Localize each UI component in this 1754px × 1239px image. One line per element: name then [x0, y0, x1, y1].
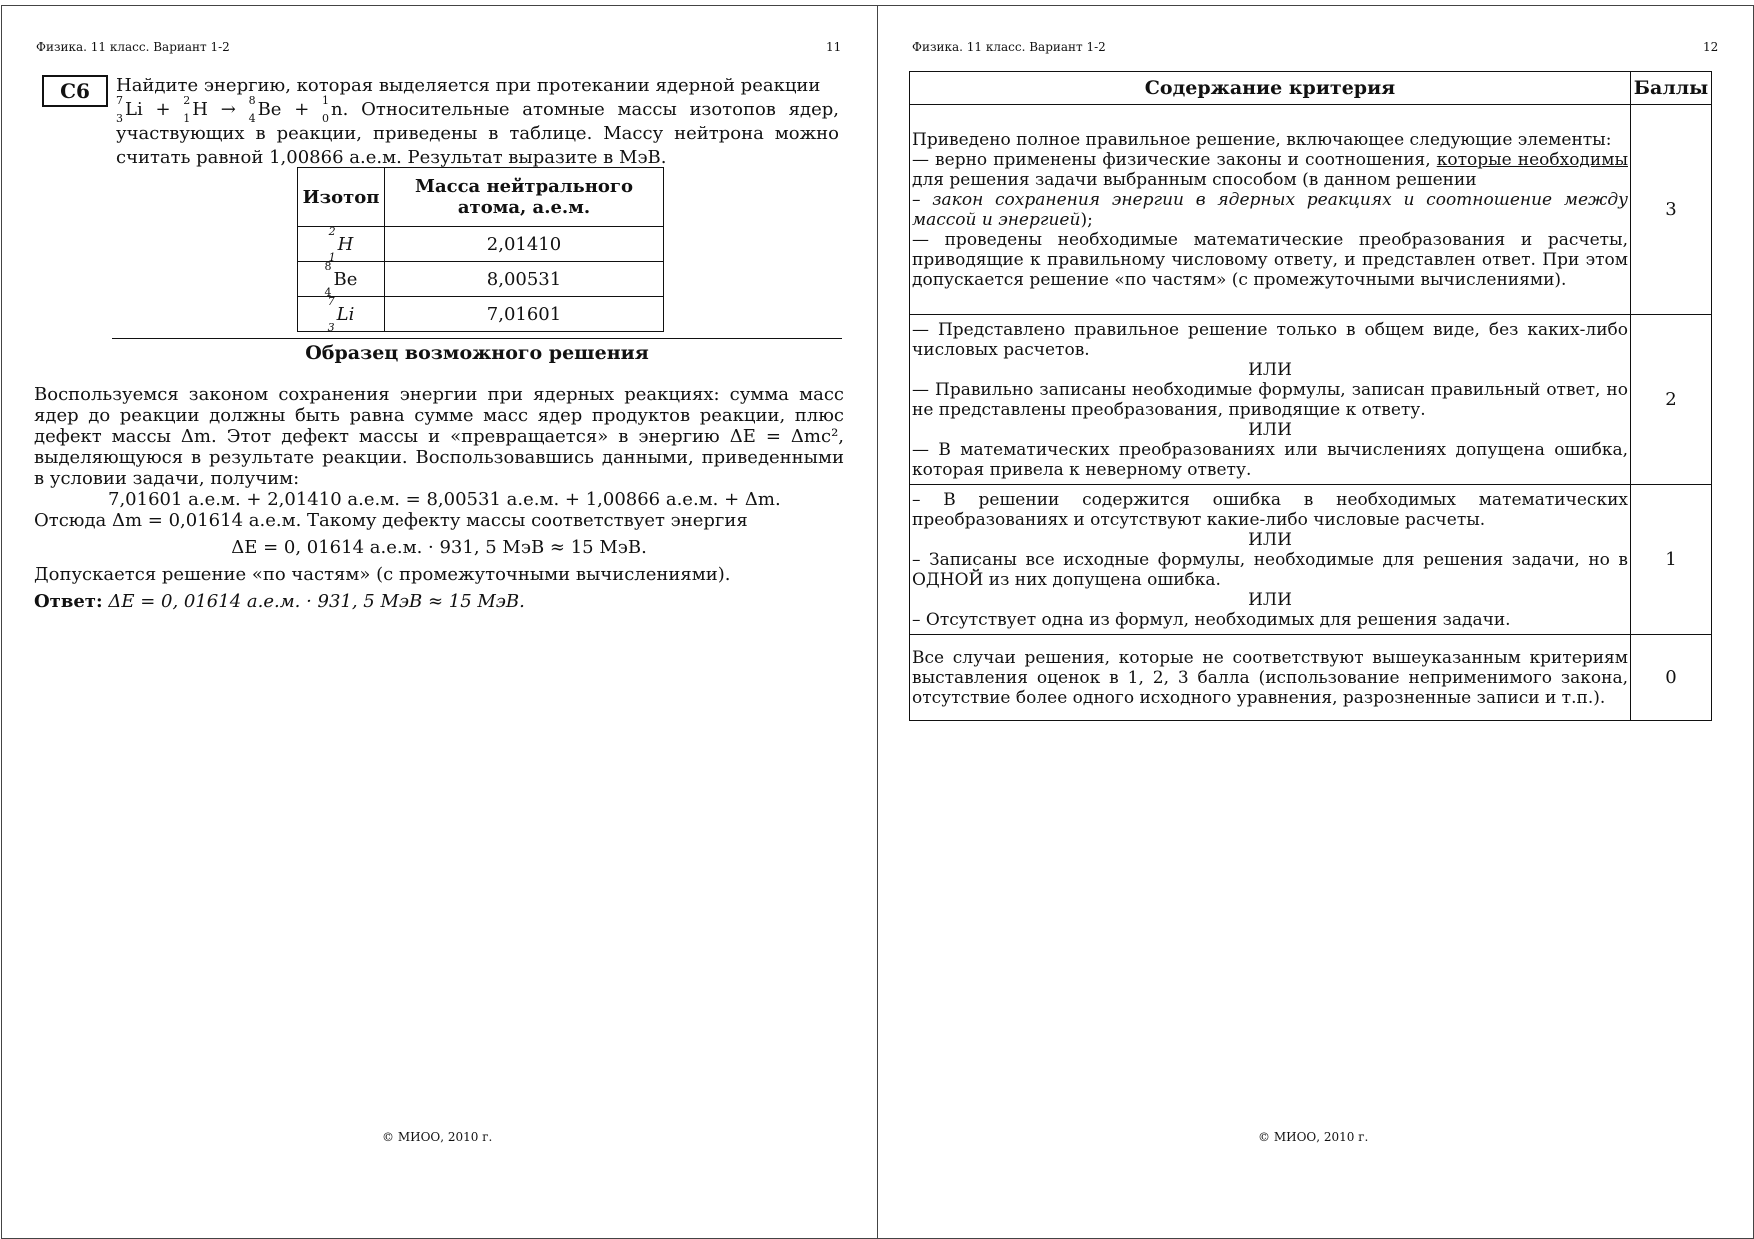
criteria-row-1: – В решении содержится ошибка в необходимых математических преобразованиях и отсутствуют какие-либо числовые расчеты. ИЛИ – Записаны все исходные формулы, необходимые для решения задачи, но в ОДНОЙ из них допущена ошибка. ИЛИ – Отсутствует одна из формул, необходимых для решения задачи. 1 [910, 485, 1712, 635]
isotope-mass-table [297, 167, 664, 332]
points-3: 3 [1631, 105, 1712, 315]
left-page-number: 11 [826, 40, 842, 54]
table-row: 2 1 H 2,01410 [298, 227, 664, 262]
task-text: Найдите энергию, которая выделяется при протекании ядерной реакции 7 3 Li + 2 1 H → 8 4 Be + 1 0 n. Относительные атомные массы изотопов ядер, участвующих в реакции, приведены в таблице. Массу нейтрона можно считать равной 1,00866 а.е.м. Результат выразите в МэВ. [116, 75, 840, 168]
right-page-footer: © МИОО, 2010 г. [1258, 1130, 1369, 1144]
equation-1: 7,01601 а.е.м. + 2,01410 а.е.м. = 8,00531 а.е.м. + 1,00866 а.е.м. + Δm. [108, 489, 781, 510]
task-label: C6 [42, 75, 108, 107]
points-0: 0 [1631, 635, 1712, 721]
points-1: 1 [1631, 485, 1712, 635]
points-2: 2 [1631, 315, 1712, 485]
criteria-row-3: Приведено полное правильное решение, включающее следующие элементы: — верно применены физические законы и соотношения, которые необходимы для решения задачи выбранным способом (в данном решении – закон сохранения энергии в ядерных реакциях и соотношение между массой и энергией); — проведены необходимые математические преобразования и расчеты, приводящие к правильному числовому ответу, и представлен ответ. При этом допускается решение «по частям» (с промежуточными вычислениями). 3 [910, 105, 1712, 315]
answer: Ответ: ΔE = 0, 01614 а.е.м. · 931, 5 МэВ ≈ 15 МэВ. [34, 591, 525, 612]
right-page-header: Физика. 11 класс. Вариант 1-2 [912, 40, 1106, 54]
divider [112, 338, 842, 339]
solution-text: Воспользуемся законом сохранения энергии при ядерных реакциях: сумма масс ядер до реакции должны быть равна сумме масс ядер продуктов реакции, плюс дефект массы Δm. Этот дефект массы и «превращается» в энергию ΔE = Δmc², выделяющуюся в результате реакции. Воспользовавшись данными, приведенными в условии задачи, получим: 7,01601 а.е.м. + 2,01410 а.е.м. = 8,00531 а.е.м. + 1,00866 а.е.м. + Δm. Отсюда Δm = 0,01614 а.е.м. Такому дефекту массы соответствует энергия ΔE = 0, 01614 а.е.м. · 931, 5 МэВ ≈ 15 МэВ. Допускается решение «по частям» (с промежуточными вычислениями). Ответ: ΔE = 0, 01614 а.е.м. · 931, 5 МэВ ≈ 15 МэВ. [34, 384, 844, 612]
col-isotope: Изотоп [298, 168, 385, 227]
col-points: Баллы [1631, 72, 1712, 105]
sample-solution-title: Образец возможного решения [305, 342, 649, 364]
table-row: 8 4 Be 8,00531 [298, 262, 664, 297]
left-page-footer: © МИОО, 2010 г. [382, 1130, 493, 1144]
equation-2: ΔE = 0, 01614 а.е.м. · 931, 5 МэВ ≈ 15 МэВ. [231, 537, 647, 558]
col-mass: Масса нейтрального атома, а.е.м. [385, 168, 664, 227]
criteria-row-2: — Представлено правильное решение только в общем виде, без каких-либо числовых расчетов. ИЛИ — Правильно записаны необходимые формулы, записан правильный ответ, но не представлены преобразования, приводящие к ответу. ИЛИ — В математических преобразованиях или вычислениях допущена ошибка, которая привела к неверному ответу. 2 [910, 315, 1712, 485]
col-criteria: Содержание критерия [910, 72, 1631, 105]
criteria-row-0: Все случаи решения, которые не соответствуют вышеуказанным критериям выставления оценок в 1, 2, 3 балла (использование неприменимого закона, отсутствие более одного исходного уравнения, разрозненные записи и т.п.). 0 [910, 635, 1712, 721]
right-page-number: 12 [1703, 40, 1719, 54]
left-page-header: Физика. 11 класс. Вариант 1-2 [36, 40, 230, 54]
table-row: 7 3 Li 7,01601 [298, 297, 664, 332]
nuclear-reaction: 7 3 Li + 2 1 H → 8 4 Be + 1 0 n [116, 94, 343, 125]
criteria-table [909, 71, 1712, 721]
